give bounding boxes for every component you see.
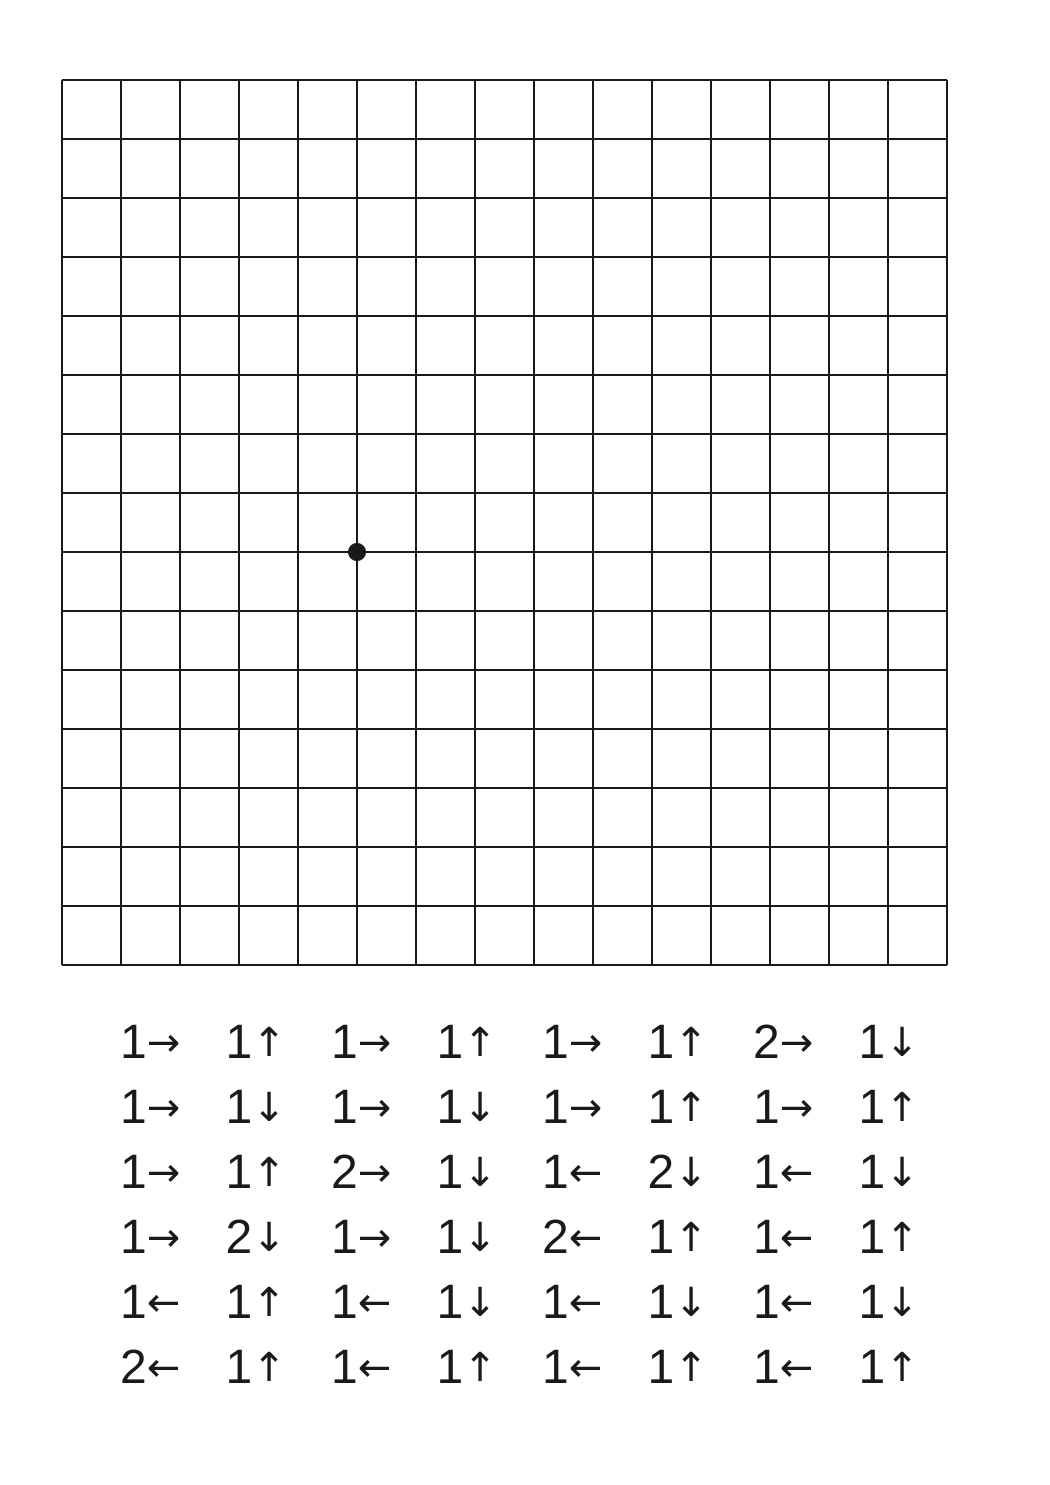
instruction-step	[437, 1018, 543, 1067]
instruction-step	[648, 1278, 754, 1327]
step-count: 1	[858, 1146, 886, 1199]
step-arrow-icon: ←	[779, 1280, 814, 1326]
step-count: 1	[858, 1211, 886, 1264]
instruction-step	[859, 1148, 965, 1197]
instruction-step	[648, 1018, 754, 1067]
step-count: 1	[225, 1341, 253, 1394]
step-count: 1	[120, 1081, 147, 1134]
step-count: 1	[858, 1016, 886, 1069]
instruction-row	[120, 1205, 960, 1270]
instruction-step	[648, 1083, 754, 1132]
instruction-step	[753, 1148, 859, 1197]
step-arrow-icon: ←	[779, 1150, 814, 1196]
instruction-step	[753, 1343, 859, 1392]
step-count: 1	[225, 1146, 253, 1199]
step-count: 1	[436, 1211, 464, 1264]
step-count: 1	[858, 1081, 886, 1134]
instruction-step	[859, 1343, 965, 1392]
step-arrow-icon: →	[779, 1085, 814, 1131]
step-count: 1	[647, 1081, 675, 1134]
step-arrow-icon: ↓	[463, 1085, 497, 1131]
instruction-step	[226, 1278, 332, 1327]
instruction-step	[226, 1343, 332, 1392]
instruction-step	[648, 1213, 754, 1262]
instruction-step	[753, 1278, 859, 1327]
step-arrow-icon: →	[146, 1020, 181, 1066]
step-count: 1	[858, 1341, 886, 1394]
step-count: 1	[647, 1341, 675, 1394]
instruction-step	[331, 1278, 437, 1327]
step-arrow-icon: ↑	[885, 1345, 919, 1391]
step-count: 1	[436, 1276, 464, 1329]
instruction-step	[331, 1148, 437, 1197]
step-count: 1	[120, 1276, 147, 1329]
step-count: 1	[225, 1276, 253, 1329]
step-arrow-icon: ↑	[463, 1345, 497, 1391]
step-count: 1	[331, 1276, 358, 1329]
step-count: 1	[436, 1016, 464, 1069]
step-arrow-icon: ←	[779, 1215, 814, 1261]
instruction-row	[120, 1010, 960, 1075]
step-count: 1	[225, 1016, 253, 1069]
instruction-step	[437, 1213, 543, 1262]
instruction-row	[120, 1270, 960, 1335]
step-count: 1	[753, 1081, 780, 1134]
instruction-step	[753, 1018, 859, 1067]
step-arrow-icon: ←	[568, 1150, 603, 1196]
step-arrow-icon: ↓	[252, 1215, 286, 1261]
step-count: 1	[753, 1276, 780, 1329]
instruction-row	[120, 1075, 960, 1140]
step-arrow-icon: ↑	[885, 1085, 919, 1131]
step-arrow-icon: →	[146, 1085, 181, 1131]
step-arrow-icon: ↑	[674, 1215, 708, 1261]
step-arrow-icon: →	[357, 1020, 392, 1066]
step-count: 1	[331, 1211, 358, 1264]
step-count: 1	[436, 1341, 464, 1394]
instruction-step	[226, 1083, 332, 1132]
step-count: 1	[753, 1211, 780, 1264]
instruction-step	[859, 1083, 965, 1132]
step-count: 2	[753, 1016, 780, 1069]
step-count: 1	[647, 1276, 675, 1329]
instruction-step	[542, 1213, 648, 1262]
step-count: 1	[331, 1081, 358, 1134]
instruction-step	[542, 1148, 648, 1197]
step-arrow-icon: ←	[568, 1280, 603, 1326]
step-arrow-icon: →	[357, 1215, 392, 1261]
step-arrow-icon: →	[568, 1085, 603, 1131]
instruction-step	[542, 1018, 648, 1067]
instruction-step	[331, 1083, 437, 1132]
step-count: 1	[753, 1341, 780, 1394]
instruction-step	[331, 1018, 437, 1067]
step-arrow-icon: →	[357, 1150, 392, 1196]
instruction-step	[331, 1343, 437, 1392]
step-arrow-icon: ←	[357, 1345, 392, 1391]
instruction-step	[437, 1343, 543, 1392]
step-arrow-icon: ↓	[674, 1280, 708, 1326]
step-count: 1	[331, 1016, 358, 1069]
step-count: 2	[542, 1211, 569, 1264]
step-arrow-icon: ↑	[885, 1215, 919, 1261]
instruction-step	[648, 1343, 754, 1392]
instruction-step	[120, 1343, 226, 1392]
instruction-step	[859, 1018, 965, 1067]
instruction-step	[331, 1213, 437, 1262]
instruction-step	[648, 1148, 754, 1197]
instruction-step	[120, 1148, 226, 1197]
step-arrow-icon: →	[146, 1150, 181, 1196]
step-arrow-icon: ↑	[463, 1020, 497, 1066]
start-point-dot	[348, 543, 366, 561]
step-arrow-icon: ←	[568, 1345, 603, 1391]
step-arrow-icon: ↑	[252, 1345, 286, 1391]
instruction-step	[120, 1278, 226, 1327]
instruction-step	[542, 1083, 648, 1132]
step-arrow-icon: ↓	[885, 1150, 919, 1196]
instruction-step	[226, 1213, 332, 1262]
instruction-step	[226, 1148, 332, 1197]
step-count: 1	[120, 1146, 147, 1199]
step-count: 1	[647, 1211, 675, 1264]
instruction-row	[120, 1335, 960, 1400]
step-arrow-icon: ↓	[252, 1085, 286, 1131]
step-arrow-icon: ←	[146, 1280, 181, 1326]
step-arrow-icon: ↑	[674, 1020, 708, 1066]
step-count: 1	[331, 1341, 358, 1394]
step-arrow-icon: ↑	[674, 1085, 708, 1131]
step-count: 1	[753, 1146, 780, 1199]
step-arrow-icon: ↓	[463, 1215, 497, 1261]
step-count: 2	[647, 1146, 675, 1199]
step-count: 2	[331, 1146, 358, 1199]
instruction-step	[753, 1213, 859, 1262]
step-arrow-icon: ←	[568, 1215, 603, 1261]
step-count: 1	[436, 1081, 464, 1134]
step-count: 1	[542, 1276, 569, 1329]
step-arrow-icon: →	[357, 1085, 392, 1131]
instruction-step	[120, 1083, 226, 1132]
step-arrow-icon: ↓	[885, 1280, 919, 1326]
step-count: 1	[120, 1016, 147, 1069]
step-arrow-icon: ↑	[674, 1345, 708, 1391]
instruction-step	[542, 1343, 648, 1392]
step-arrow-icon: ↓	[463, 1150, 497, 1196]
step-count: 1	[436, 1146, 464, 1199]
step-arrow-icon: ←	[146, 1345, 181, 1391]
instruction-step	[753, 1083, 859, 1132]
step-count: 2	[120, 1341, 147, 1394]
step-arrow-icon: ←	[779, 1345, 814, 1391]
step-count: 2	[225, 1211, 253, 1264]
instruction-step	[437, 1083, 543, 1132]
instruction-step	[542, 1278, 648, 1327]
step-arrow-icon: ↑	[252, 1280, 286, 1326]
step-count: 1	[225, 1081, 253, 1134]
instruction-step	[120, 1018, 226, 1067]
step-arrow-icon: →	[568, 1020, 603, 1066]
instruction-step	[437, 1278, 543, 1327]
step-count: 1	[647, 1016, 675, 1069]
step-arrow-icon: ↑	[252, 1150, 286, 1196]
step-count: 1	[542, 1016, 569, 1069]
step-arrow-icon: ↓	[885, 1020, 919, 1066]
instruction-row	[120, 1140, 960, 1205]
instruction-step	[120, 1213, 226, 1262]
instruction-step	[859, 1278, 965, 1327]
step-arrow-icon: ←	[357, 1280, 392, 1326]
step-arrow-icon: →	[779, 1020, 814, 1066]
instruction-step	[226, 1018, 332, 1067]
instruction-list	[120, 1010, 960, 1400]
step-count: 1	[858, 1276, 886, 1329]
step-arrow-icon: →	[146, 1215, 181, 1261]
step-arrow-icon: ↓	[674, 1150, 708, 1196]
step-arrow-icon: ↑	[252, 1020, 286, 1066]
step-count: 1	[120, 1211, 147, 1264]
step-count: 1	[542, 1081, 569, 1134]
instruction-step	[437, 1148, 543, 1197]
step-count: 1	[542, 1146, 569, 1199]
step-count: 1	[542, 1341, 569, 1394]
instruction-step	[859, 1213, 965, 1262]
step-arrow-icon: ↓	[463, 1280, 497, 1326]
